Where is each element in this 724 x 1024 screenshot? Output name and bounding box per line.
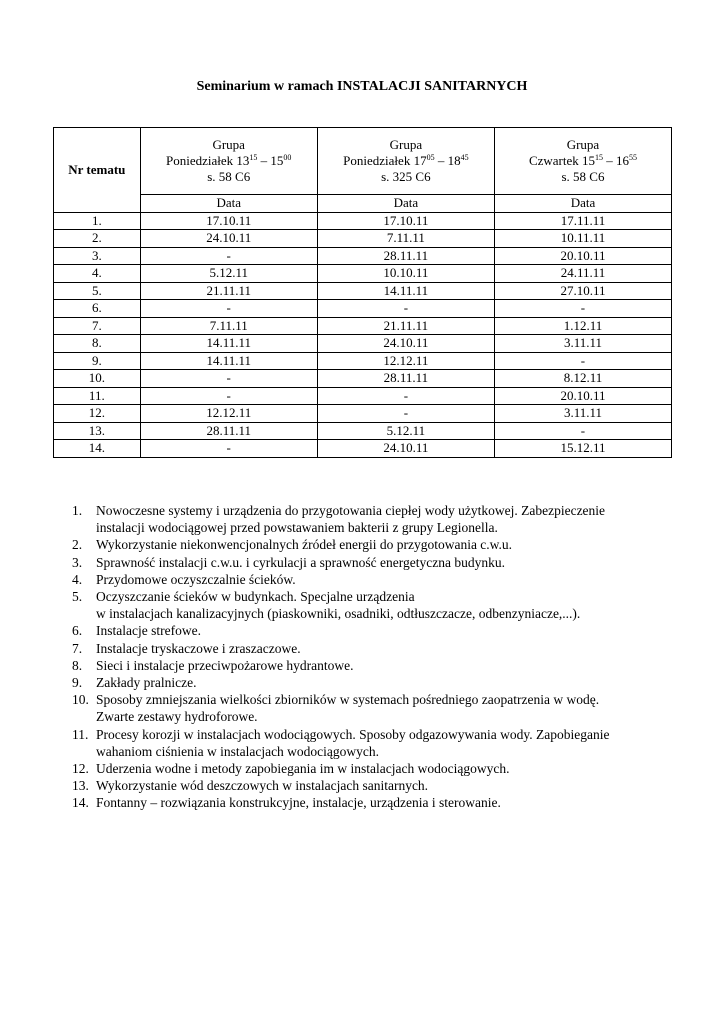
end-hour: 18 [447,153,461,168]
group-header-2 [317,128,494,195]
topic-text-line: Fontanny – rozwiązania konstrukcyjne, instalacje, urządzenia i sterowanie. [96,795,501,811]
time-dash: – [437,153,445,168]
group-label: Grupa [566,137,600,152]
table-row [54,370,672,388]
topic-item [72,657,672,674]
topic-text-line: Przydomowe oczyszczalnie ścieków. [96,571,296,587]
end-minute: 00 [283,153,292,162]
topic-number: 9. [72,675,83,691]
date-cell-group-2: 24.10.11 [317,335,494,353]
topic-item [72,554,672,571]
date-cell-group-1: - [140,387,317,405]
topic-number: 4. [72,571,83,587]
topic-number-cell: 5. [54,282,141,300]
group-label: Grupa [389,137,423,152]
date-cell-group-2: 28.11.11 [317,370,494,388]
topic-number-cell: 13. [54,422,141,440]
topic-text-line: Uderzenia wodne i metody zapobiegania im w instalacjach wodociągowych. [96,761,510,777]
topic-text-line: Zwarte zestawy hydroforowe. [96,709,258,725]
topic-number: 3. [72,554,83,570]
topic-text-line: Zakłady pralnicze. [96,675,197,691]
end-minute: 45 [460,153,469,162]
data-label: Data [140,195,317,213]
topic-number: 12. [72,761,89,777]
topic-number: 6. [72,623,83,639]
page-title: Seminarium w ramach INSTALACJI SANITARNYCH [196,79,528,94]
topic-item [72,794,672,811]
topic-item [72,777,672,794]
date-cell-group-3: - [494,422,671,440]
group-time [495,153,671,169]
topic-item [72,674,672,691]
schedule-table [53,127,672,458]
topic-text-line: instalacji wodociągowej przed powstawaniem bakterii z grupy Legionella. [96,520,498,536]
topic-number: 2. [72,537,83,553]
nr-tematu-header: Nr tematu [54,128,141,213]
date-cell-group-3: 27.10.11 [494,282,671,300]
group-room: s. 325 C6 [381,169,431,184]
date-cell-group-3: - [494,352,671,370]
table-row [54,317,672,335]
topic-number-cell: 14. [54,440,141,458]
group-header-3 [494,128,671,195]
group-time [141,153,317,169]
data-label-row [54,195,672,213]
date-cell-group-2: 24.10.11 [317,440,494,458]
topic-item [72,502,672,536]
table-row [54,440,672,458]
topic-text-line: w instalacjach kanalizacyjnych (piaskowniki, osadniki, odtłuszczacze, odbenzyniacze,...). [96,606,581,622]
table-row [54,265,672,283]
start-minute: 15 [249,153,258,162]
topic-number: 11. [72,726,89,742]
topic-text-line: Wykorzystanie niekonwencjonalnych źródeł energii do przygotowania c.w.u. [96,537,513,553]
group-header-1 [140,128,317,195]
table-row [54,422,672,440]
topic-item [72,640,672,657]
date-cell-group-2: 12.12.11 [317,352,494,370]
table-row [54,230,672,248]
topic-item [72,571,672,588]
topic-number: 1. [72,503,83,518]
topic-text-line: Nowoczesne systemy i urządzenia do przygotowania ciepłej wody użytkowej. Zabezpieczenie [96,503,606,518]
date-cell-group-1: - [140,300,317,318]
topic-number-cell: 10. [54,370,141,388]
topic-number: 13. [72,778,89,794]
date-cell-group-3: 8.12.11 [494,370,671,388]
start-minute: 15 [595,153,603,162]
topic-number-cell: 9. [54,352,141,370]
date-cell-group-1: - [140,247,317,265]
topic-number-cell: 4. [54,265,141,283]
table-row [54,335,672,353]
topics-list [72,502,672,812]
date-cell-group-1: - [140,370,317,388]
date-cell-group-1: 14.11.11 [140,352,317,370]
topic-number-cell: 6. [54,300,141,318]
topic-item [72,691,672,725]
start-minute: 05 [426,153,435,162]
date-cell-group-2: 5.12.11 [317,422,494,440]
date-cell-group-3: 20.10.11 [494,387,671,405]
date-cell-group-3: 3.11.11 [494,335,671,353]
topic-item [72,726,672,760]
topic-text-line: wahaniom ciśnienia w instalacjach wodociągowych. [96,743,380,759]
topic-number: 5. [72,589,83,605]
topic-text-line: Oczyszczanie ścieków w budynkach. Specjalne urządzenia [96,589,415,605]
date-cell-group-2: 21.11.11 [317,317,494,335]
date-cell-group-3: 10.11.11 [494,230,671,248]
topic-text-line: Sposoby zmniejszania wielkości zbiorników w systemach pośredniego zaopatrzenia w wodę. [96,692,600,708]
time-dash: – [260,153,268,168]
topic-item [72,622,672,639]
group-room: s. 58 C6 [561,169,605,184]
date-cell-group-1: 24.10.11 [140,230,317,248]
topic-text-line: Procesy korozji w instalacjach wodociągowych. Sposoby odgazowywania wody. Zapobieganie [96,726,610,742]
date-cell-group-1: - [140,440,317,458]
topic-text-line: Wykorzystanie wód deszczowych w instalacjach sanitarnych. [96,778,429,794]
table-header-row [54,128,672,195]
group-day: Czwartek [528,153,579,168]
data-label: Data [317,195,494,213]
topic-number-cell: 2. [54,230,141,248]
date-cell-group-2: 7.11.11 [317,230,494,248]
date-cell-group-1: 21.11.11 [140,282,317,300]
schedule-table-body [54,128,672,458]
date-cell-group-3: 3.11.11 [494,405,671,423]
table-row [54,212,672,230]
topic-number: 10. [72,692,89,708]
start-hour: 15 [582,153,595,168]
topic-number-cell: 12. [54,405,141,423]
topic-text-line: Sieci i instalacje przeciwpożarowe hydrantowe. [96,657,354,673]
topic-text-line: Instalacje tryskaczowe i zraszaczowe. [96,640,301,656]
date-cell-group-3: 1.12.11 [494,317,671,335]
topic-number-cell: 8. [54,335,141,353]
date-cell-group-3: - [494,300,671,318]
start-hour: 13 [236,153,250,168]
table-row [54,300,672,318]
date-cell-group-3: 15.12.11 [494,440,671,458]
date-cell-group-1: 14.11.11 [140,335,317,353]
date-cell-group-1: 12.12.11 [140,405,317,423]
date-cell-group-2: 28.11.11 [317,247,494,265]
topic-number-cell: 7. [54,317,141,335]
group-label: Grupa [212,137,245,152]
table-row [54,405,672,423]
date-cell-group-2: - [317,405,494,423]
date-cell-group-2: 17.10.11 [317,212,494,230]
topic-number: 14. [72,795,89,811]
topic-number-cell: 1. [54,212,141,230]
date-cell-group-1: 5.12.11 [140,265,317,283]
end-hour: 15 [270,153,284,168]
group-day: Poniedziałek [343,153,411,168]
topic-text-line: Sprawność instalacji c.w.u. i cyrkulacji a sprawność energetyczna budynku. [96,554,505,570]
table-row [54,282,672,300]
table-row [54,247,672,265]
topic-item [72,760,672,777]
date-cell-group-2: - [317,387,494,405]
date-cell-group-3: 17.11.11 [494,212,671,230]
date-cell-group-2: 10.10.11 [317,265,494,283]
group-day: Poniedziałek [166,153,234,168]
date-cell-group-1: 28.11.11 [140,422,317,440]
date-cell-group-1: 17.10.11 [140,212,317,230]
group-room: s. 58 C6 [207,169,251,184]
end-hour: 16 [616,153,629,168]
data-label: Data [494,195,671,213]
end-minute: 55 [629,153,637,162]
time-dash: – [606,153,613,168]
topic-number: 8. [72,657,83,673]
topic-item [72,588,672,622]
start-hour: 17 [413,153,427,168]
group-time [318,153,494,169]
date-cell-group-2: 14.11.11 [317,282,494,300]
date-cell-group-3: 24.11.11 [494,265,671,283]
table-row [54,352,672,370]
date-cell-group-2: - [317,300,494,318]
topic-number: 7. [72,640,83,656]
topic-number-cell: 11. [54,387,141,405]
table-row [54,387,672,405]
date-cell-group-3: 20.10.11 [494,247,671,265]
date-cell-group-1: 7.11.11 [140,317,317,335]
topic-item [72,536,672,553]
topic-text-line: Instalacje strefowe. [96,623,201,639]
topic-number-cell: 3. [54,247,141,265]
